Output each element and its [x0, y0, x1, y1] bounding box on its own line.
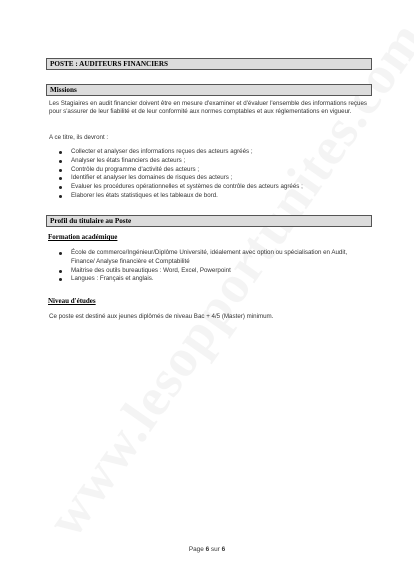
list-item: Evaluer les procédures opérationnelles et systèmes de contrôle des acteurs agréés ;	[57, 183, 367, 192]
page-sur: sur	[210, 546, 220, 553]
list-item: Langues : Français et anglais.	[57, 275, 367, 284]
page-number	[0, 546, 414, 553]
section-bar-poste: POSTE : AUDITEURS FINANCIERS	[46, 58, 372, 70]
formation-heading: Formation académique	[48, 233, 118, 241]
niveau-heading: Niveau d'études	[48, 297, 96, 305]
missions-intro: Les Stagiaires en audit financier doivent être en mesure d'examiner et d'évaluer l'ensemble des informations reçues pour s'assurer de leur fiabilité et de leur conformité aux normes comptables et aux réglementations en vigueur.	[49, 100, 367, 116]
list-item: Identifier et analyser les domaines de risques des acteurs ;	[57, 174, 367, 183]
list-item: École de commerce/Ingénieur/Diplôme Université, idéalement avec option ou spécialisation en Audit, Finance/ Analyse financière et Comptabilité	[57, 249, 367, 267]
section-bar-profil: Profil du titulaire au Poste	[46, 215, 372, 227]
list-item: Contrôle du programme d'activité des acteurs ;	[57, 166, 367, 175]
list-item: Collecter et analyser des informations reçues des acteurs agréés ;	[57, 148, 367, 157]
niveau-text: Ce poste est destiné aux jeunes diplômés de niveau Bac + 4/5 (Master) minimum.	[49, 313, 274, 320]
page-total: 6	[221, 546, 226, 553]
page-label: Page	[188, 546, 204, 553]
missions-list	[57, 148, 367, 201]
page-current: 6	[205, 546, 210, 553]
formation-list	[57, 249, 367, 284]
list-item: Elaborer les états statistiques et les tableaux de bord.	[57, 192, 367, 201]
list-item: Maitrise des outils bureautiques : Word, Excel, Powerpoint	[57, 267, 367, 276]
list-item: Analyser les états financiers des acteurs ;	[57, 157, 367, 166]
missions-lead: A ce titre, ils devront :	[49, 134, 109, 141]
section-bar-missions: Missions	[46, 84, 372, 96]
